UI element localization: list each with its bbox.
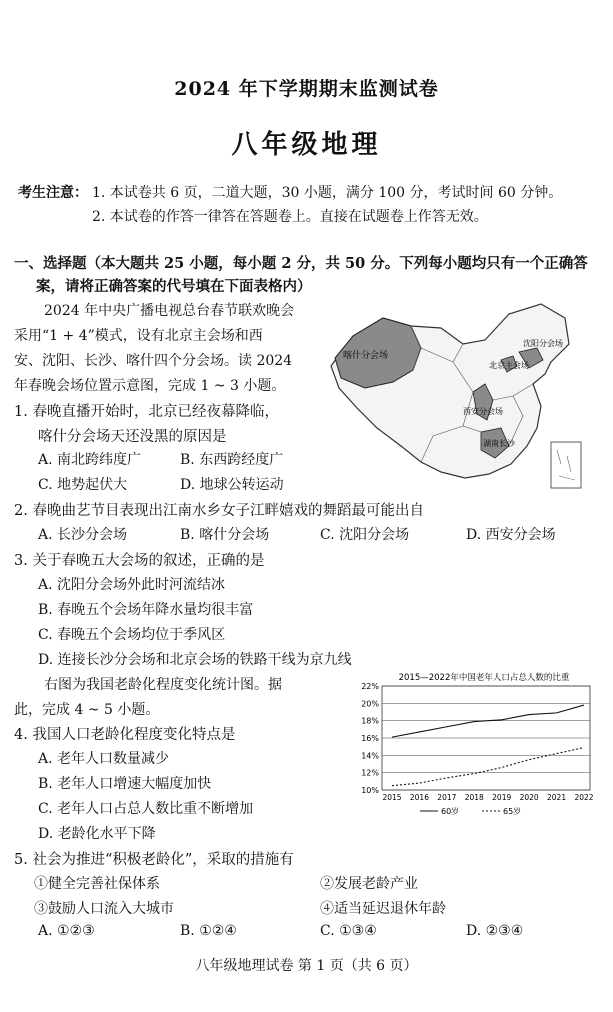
q5-measure-4: ④适当延迟退休年龄 <box>320 901 446 917</box>
subject-title: 八年级地理 <box>231 130 382 160</box>
aging-chart <box>338 668 600 820</box>
q5-option-c: C. ①③④ <box>320 923 377 939</box>
q1-option-a: A. 南北跨纬度广 <box>38 452 142 468</box>
section-heading-line-1: 一、选择题（本大题共 25 小题，每小题 2 分，共 50 分。下列每小题均只有一个正确答 <box>14 255 588 272</box>
intro2-line-1: 右图为我国老龄化程度变化统计图。据 <box>44 677 282 693</box>
notice-line-2: 2. 本试卷的作答一律答在答题卷上。直接在试题卷上作答无效。 <box>92 209 488 225</box>
chart-x-tick-label: 2018 <box>464 793 484 802</box>
q2-stem: 2. 春晚曲艺节目表现出江南水乡女子江畔嬉戏的舞蹈最可能出自 <box>14 503 424 519</box>
chart-x-tick-label: 2022 <box>574 793 594 802</box>
q3-option-a: A. 沈阳分会场外此时河流结冰 <box>38 577 226 593</box>
section-heading-line-2: 案，请将正确答案的代号填在下面表格内） <box>36 278 312 295</box>
q3-option-c: C. 春晚五个会场均位于季风区 <box>38 627 226 643</box>
q1-option-b: B. 东西跨经度广 <box>180 452 284 468</box>
intro1-line-1: 2024 年中央广播电视总台春节联欢晚会 <box>44 303 295 319</box>
chart-legend-label-1: 60岁 <box>441 807 460 816</box>
chart-y-tick-label: 20% <box>361 699 379 709</box>
q3-option-b: B. 春晚五个会场年降水量均很丰富 <box>38 602 254 618</box>
south-china-sea-inset <box>551 442 581 488</box>
q5-stem: 5. 社会为推进“积极老龄化”，采取的措施有 <box>14 852 294 868</box>
chart-legend-label-2: 65岁 <box>503 807 522 816</box>
q5-measure-1: ①健全完善社保体系 <box>34 876 160 892</box>
map-label-xian: 西安分会场 <box>463 407 503 416</box>
q5-option-d: D. ②③④ <box>466 923 524 939</box>
q1-stem-line-2: 喀什分会场天还没黑的原因是 <box>38 429 227 445</box>
chart-x-tick-label: 2015 <box>382 793 402 802</box>
chart-series-line-1 <box>392 705 584 737</box>
q3-stem: 3. 关于春晚五大会场的叙述，正确的是 <box>14 553 265 569</box>
q4-option-d: D. 老龄化水平下降 <box>38 826 156 842</box>
notice-label: 考生注意： <box>18 185 88 201</box>
q2-option-a: A. 长沙分会场 <box>38 527 128 543</box>
q2-option-b: B. 喀什分会场 <box>180 527 270 543</box>
q1-stem-line-1: 1. 春晚直播开始时，北京已经夜幕降临， <box>14 404 279 420</box>
map-label-beijing: 北京主会场 <box>489 361 529 370</box>
chart-y-tick-label: 12% <box>361 768 379 778</box>
notice-line-1: 1. 本试卷共 6 页，二道大题，30 小题，满分 100 分，考试时间 60 分钟。 <box>92 185 563 201</box>
q5-option-b: B. ①②④ <box>180 923 237 939</box>
intro1-line-2: 采用“1 + 4”模式，设有北京主会场和西 <box>14 328 263 344</box>
chart-y-tick-label: 16% <box>361 734 379 743</box>
q2-option-c: C. 沈阳分会场 <box>320 527 410 543</box>
intro2-line-2: 此，完成 4 ~ 5 小题。 <box>14 702 160 718</box>
chart-y-tick-label: 14% <box>361 751 379 761</box>
q4-option-a: A. 老年人口数量减少 <box>38 751 170 767</box>
chart-x-tick-label: 2021 <box>547 793 567 802</box>
map-label-kashgar: 喀什分会场 <box>343 351 389 361</box>
q5-measure-2: ②发展老龄产业 <box>320 876 418 892</box>
q1-option-d: D. 地球公转运动 <box>180 477 284 493</box>
q1-option-c: C. 地势起伏大 <box>38 477 128 493</box>
q2-option-d: D. 西安分会场 <box>466 527 556 543</box>
intro1-line-3: 安、沈阳、长沙、喀什四个分会场。读 2024 <box>14 353 293 369</box>
map-label-shenyang: 沈阳分会场 <box>523 339 563 348</box>
venue-map <box>313 296 593 494</box>
q4-option-c: C. 老年人口占总人数比重不断增加 <box>38 801 254 817</box>
chart-y-tick-label: 18% <box>361 716 379 726</box>
q4-stem: 4. 我国人口老龄化程度变化特点是 <box>14 727 236 743</box>
chart-x-tick-label: 2017 <box>437 793 457 802</box>
page-footer: 八年级地理试卷 第 1 页（共 6 页） <box>195 958 418 974</box>
exam-title: 2024 年下学期期末监测试卷 <box>174 78 439 100</box>
chart-x-tick-label: 2019 <box>492 793 512 802</box>
q5-measure-3: ③鼓励人口流入大城市 <box>34 901 174 917</box>
intro1-line-4: 年春晚会场位置示意图，完成 1 ~ 3 小题。 <box>14 378 286 394</box>
q5-option-a: A. ①②③ <box>38 923 95 939</box>
map-label-changsha: 湖南长沙 <box>483 439 515 448</box>
chart-y-tick-label: 22% <box>361 682 379 691</box>
chart-title: 2015—2022年中国老年人口占总人数的比重 <box>398 673 570 683</box>
chart-series-line-2 <box>392 748 584 786</box>
chart-x-tick-label: 2016 <box>409 793 429 802</box>
q4-option-b: B. 老年人口增速大幅度加快 <box>38 776 212 792</box>
chart-y-tick-label: 10% <box>361 786 379 795</box>
chart-x-tick-label: 2020 <box>519 793 539 802</box>
q3-option-d: D. 连接长沙分会场和北京会场的铁路干线为京九线 <box>38 652 352 668</box>
